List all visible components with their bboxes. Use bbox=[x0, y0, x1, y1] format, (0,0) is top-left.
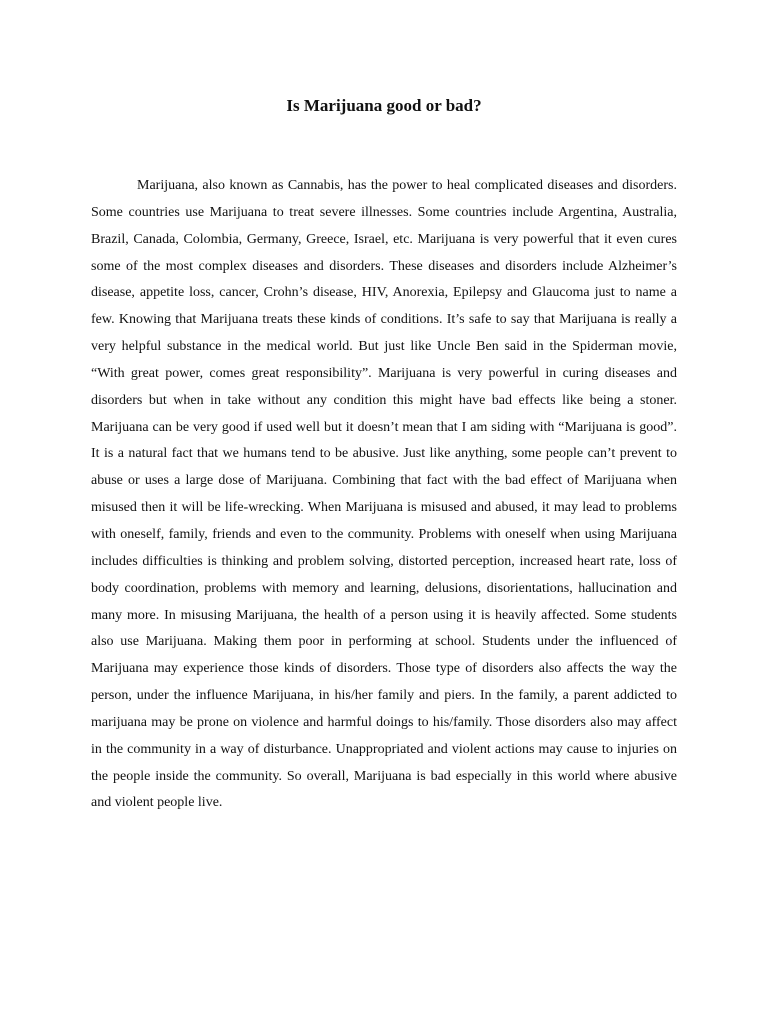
document-title: Is Marijuana good or bad? bbox=[286, 96, 482, 115]
body-paragraph: Marijuana, also known as Cannabis, has the power to heal complicated diseases and disorders. Some countries use Marijuana to treat severe illnesses. Some countries include Argentina, Australia, Brazil, Canada, Colombia, Germany, Greece, Israel, etc. Marijuana is very powerful that it even cures some of the most complex diseases and disorders. These diseases and disorders include Alzheimer’s disease, appetite loss, cancer, Crohn’s disease, HIV, Anorexia, Epilepsy and Glaucoma just to name a few. Knowing that Marijuana treats these kinds of conditions. It’s safe to say that Marijuana is really a very helpful substance in the medical world. But just like Uncle Ben said in the Spiderman movie, “With great power, comes great responsibility”. Marijuana is very powerful in curing diseases and disorders but when in take without any condition this might have bad effects like being a stoner. Marijuana can be very good if used well but it doesn’t mean that I am siding with “Marijuana is good”. It is a natural fact that we humans tend to be abusive. Just like anything, some people can’t prevent to abuse or uses a large dose of Marijuana. Combining that fact with the bad effect of Marijuana when misused then it will be life-wrecking. When Marijuana is misused and abused, it may lead to problems with oneself, family, friends and even to the community. Problems with oneself when using Marijuana includes difficulties is thinking and problem solving, distorted perception, increased heart rate, loss of body coordination, problems with memory and learning, delusions, disorientations, hallucination and many more. In misusing Marijuana, the health of a person using it is heavily affected. Some students also use Marijuana. Making them poor in performing at school. Students under the influenced of Marijuana may experience those kinds of disorders. Those type of disorders also affects the way the person, under the influence Marijuana, in his/her family and piers. In the family, a parent addicted to marijuana may be prone on violence and harmful doings to his/family. Those disorders also may affect in the community in a way of disturbance. Unappropriated and violent actions may cause to injuries on the people inside the community. So overall, Marijuana is bad especially in this world where abusive and violent people live. bbox=[91, 178, 677, 811]
